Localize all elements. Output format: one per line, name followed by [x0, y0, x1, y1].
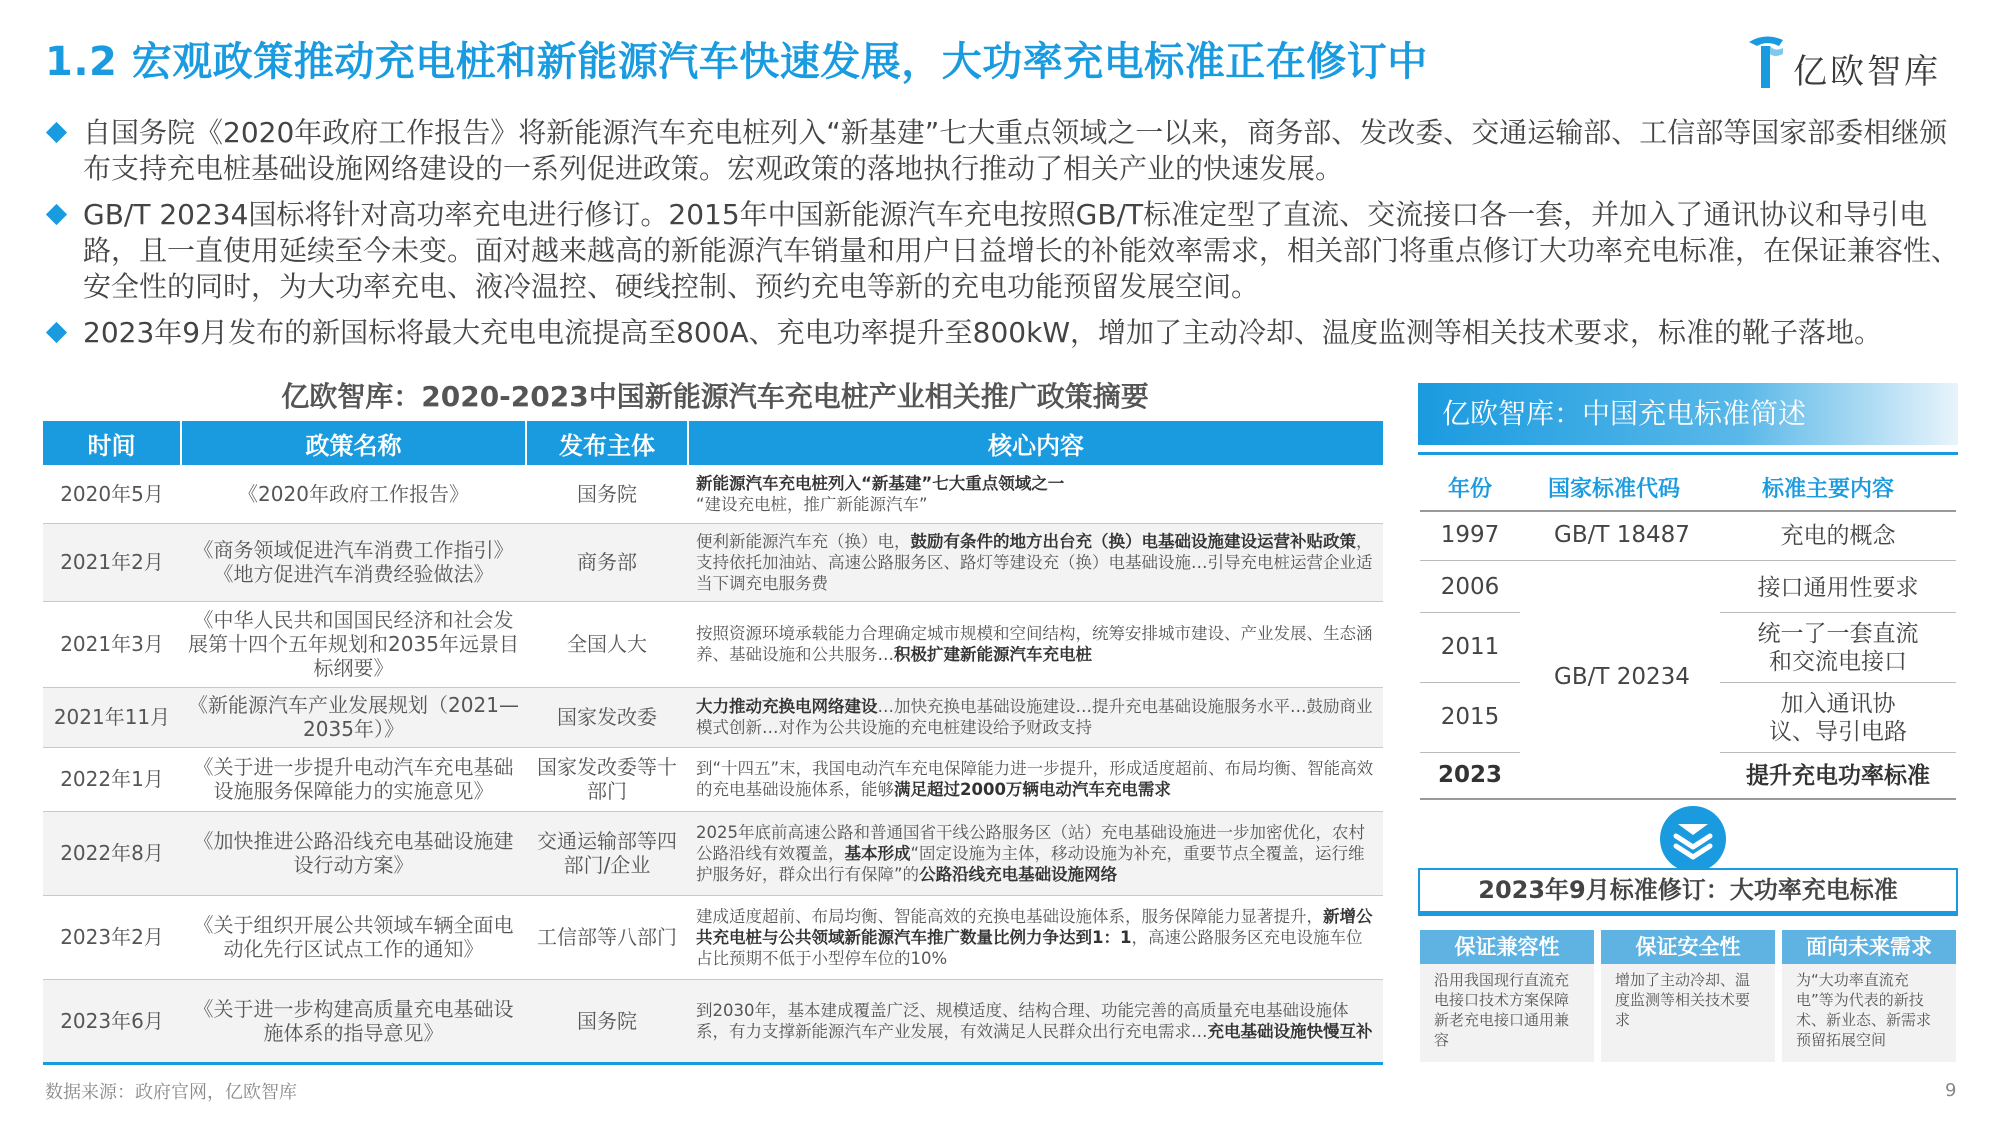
brand-logo [1745, 32, 1965, 94]
std-year: 2011 [1440, 634, 1500, 660]
content-bold: 充电基础设施快慢互补 [1207, 1021, 1373, 1041]
policy-table-title: 亿欧智库：2020-2023中国新能源汽车充电桩产业相关推广政策摘要 [281, 380, 1149, 413]
cell-policy-name: 《加快推进公路沿线充电基础设施建设行动方案》 [181, 811, 526, 895]
cell-policy-name: 《关于进一步提升电动汽车充电基础设施服务保障能力的实施意见》 [181, 747, 526, 811]
cell-content [688, 811, 1383, 895]
header-issuer: 发布主体 [526, 421, 688, 465]
cell-content [688, 747, 1383, 811]
diamond-bullet-icon [46, 204, 67, 225]
bullet-text: 自国务院《2020年政府工作报告》将新能源汽车充电桩列入“新基建”七大重点领域之一以来，商务部、发改委、交通运输部、工信部等国家部委相继颁布支持充电桩基础设施网络建设的一系列促进政策。宏观政策的落地执行推动了相关产业的快速发展。 [83, 116, 1948, 185]
std-content: 统一了一套直流和交流电接口 [1757, 621, 1919, 675]
std-year: 2023 [1437, 762, 1502, 788]
standards-row [1420, 684, 1520, 753]
cell-policy-name: 《中华人民共和国国民经济和社会发展第十四个五年规划和2035年远景目标纲要》 [181, 601, 526, 687]
data-source: 数据来源：政府官网，亿欧智库 [45, 1082, 297, 1103]
table-header-row [43, 421, 1383, 465]
card-text: 增加了主动冷却、温度监测等相关技术要求 [1615, 971, 1751, 1029]
cell-issuer: 商务部 [526, 523, 688, 601]
cell-policy-name: 《商务领域促进汽车消费工作指引》《地方促进汽车消费经验做法》 [181, 523, 526, 601]
cell-issuer: 全国人大 [526, 601, 688, 687]
content-text: 建成适度超前、布局均衡、智能高效的充换电基础设施体系，服务保障能力显著提升， [696, 906, 1323, 926]
cell-content [688, 895, 1383, 979]
cell-issuer: 交通运输部等四部门/企业 [526, 811, 688, 895]
content-bold: 基本形成 [844, 843, 911, 863]
cell-issuer: 国务院 [526, 465, 688, 523]
card-title: 保证安全性 [1601, 930, 1775, 964]
cell-time: 2021年2月 [43, 523, 181, 601]
std-year: 1997 [1440, 522, 1500, 548]
cell-time: 2020年5月 [43, 465, 181, 523]
header-standard-code: 国家标准代码 [1548, 477, 1681, 502]
table-row [43, 465, 1383, 523]
table-row [43, 811, 1383, 895]
cell-policy-name: 《2020年政府工作报告》 [181, 465, 526, 523]
std-year: 2015 [1440, 704, 1500, 730]
diamond-bullet-icon [46, 122, 67, 143]
content-text: 到2030年，基本建成覆盖广泛、规模适度、结构合理、功能完善的高质量充电基础设施体系，有力支撑新能源汽车产业发展，有效满足人民群众出行充电需求… [696, 1000, 1349, 1041]
page-title: 1.2 宏观政策推动充电桩和新能源汽车快速发展，大功率充电标准正在修订中 [45, 39, 1428, 85]
page-number: 9 [1945, 1080, 1957, 1101]
revision-title: 2023年9月标准修订：大功率充电标准 [1418, 868, 1958, 916]
table-row [43, 979, 1383, 1063]
content-text: ，支持依托加油站、高速公路服务区、路灯等建设充（换）电基础设施…引导充电桩运营企业适当下调充电服务费 [696, 531, 1373, 593]
standards-row-content [1720, 614, 1956, 683]
content-text: 便利新能源汽车充（换）电， [696, 531, 911, 551]
cell-issuer: 国务院 [526, 979, 688, 1063]
logo-text: 亿欧智库 [1793, 52, 1941, 92]
content-text: 到“十四五”末，我国电动汽车充电保障能力进一步提升，形成适度超前、布局均衡、智能高效的充电基础设施体系，能够 [696, 759, 1374, 799]
cell-content [688, 601, 1383, 687]
bullet-list [45, 115, 1965, 361]
header-policy-name: 政策名称 [181, 421, 526, 465]
standards-row [1420, 562, 1520, 613]
feature-card [1420, 930, 1594, 1062]
layers-icon [1660, 806, 1726, 872]
feature-card [1782, 930, 1956, 1062]
card-text: 为“大功率直流充电”等为代表的新技术、新业态、新需求预留拓展空间 [1796, 971, 1932, 1049]
cell-time: 2023年6月 [43, 979, 181, 1063]
bullet-item [45, 115, 1965, 187]
std-content: 接口通用性要求 [1757, 575, 1919, 601]
content-bold: 公路沿线充电基础设施网络 [919, 864, 1118, 884]
header-standard-content: 标准主要内容 [1762, 477, 1895, 502]
cell-content [688, 687, 1383, 747]
cell-issuer: 国家发改委 [526, 687, 688, 747]
divider [1418, 452, 1958, 455]
cell-time: 2022年1月 [43, 747, 181, 811]
content-bold: 大力推动充换电网络建设 [696, 697, 878, 716]
std-year: 2006 [1440, 574, 1500, 600]
content-text: …加快充换电基础设施建设…提升充电基础设施服务水平…鼓励商业模式创新…对作为公共设施的充电桩建设给予财政支持 [696, 697, 1373, 737]
content-bold: 新增公共充电桩与公共领域新能源汽车推广数量比例力争达到1：1 [696, 906, 1373, 947]
content-bold: 积极扩建新能源汽车充电桩 [894, 645, 1092, 664]
content-text: 按照资源环境承载能力合理确定城市规模和空间结构，统筹安排城市建设、产业发展、生态涵养、基础设施和公共服务… [696, 624, 1373, 664]
standards-row [1420, 512, 1956, 561]
cell-time: 2023年2月 [43, 895, 181, 979]
table-row [43, 601, 1383, 687]
table-row [43, 687, 1383, 747]
cell-content [688, 465, 1383, 523]
std-code: GB/T 18487 [1554, 522, 1690, 548]
standards-panel-title: 亿欧智库：中国充电标准简述 [1418, 383, 1958, 445]
content-text: ，高速公路服务区充电设施车位占比预期不低于小型停车位的10% [696, 927, 1363, 968]
cell-policy-name: 《关于进一步构建高质量充电基础设施体系的指导意见》 [181, 979, 526, 1063]
std-content: 充电的概念 [1780, 523, 1896, 549]
feature-card [1601, 930, 1775, 1062]
standards-row [1420, 614, 1520, 683]
cell-time: 2021年11月 [43, 687, 181, 747]
cell-content [688, 523, 1383, 601]
content-text: “建设充电桩，推广新能源汽车” [696, 494, 928, 514]
content-bold: 满足超过2000万辆电动汽车充电需求 [894, 780, 1171, 799]
card-text: 沿用我国现行直流充电接口技术方案保障新老充电接口通用兼容 [1434, 971, 1570, 1049]
table-row [43, 747, 1383, 811]
cell-time: 2022年8月 [43, 811, 181, 895]
cell-content [688, 979, 1383, 1063]
content-text: 2025年底前高速公路和普通国省干线公路服务区（站）充电基础设施进一步加密优化，农村公路沿线有效覆盖， [696, 822, 1365, 863]
standards-row-content [1720, 562, 1956, 613]
standards-row [1420, 754, 1956, 800]
header-core-content: 核心内容 [688, 421, 1383, 465]
standards-row-content [1720, 684, 1956, 753]
standards-header-row [1420, 462, 1956, 512]
cell-policy-name: 《新能源汽车产业发展规划（2021—2035年）》 [181, 687, 526, 747]
content-bold: 新能源汽车充电桩列入“新基建”七大重点领域之一 [696, 473, 1065, 493]
policy-table [43, 421, 1383, 1065]
table-row [43, 523, 1383, 601]
bullet-item [45, 315, 1965, 351]
bullet-text: 2023年9月发布的新国标将最大充电电流提高至800A、充电功率提升至800kW，增加了主动冷却、温度监测等相关技术要求，标准的靴子落地。 [83, 316, 1883, 349]
header-year: 年份 [1448, 477, 1493, 502]
table-row [43, 895, 1383, 979]
card-title: 面向未来需求 [1782, 930, 1956, 964]
cell-policy-name: 《关于组织开展公共领域车辆全面电动化先行区试点工作的通知》 [181, 895, 526, 979]
content-bold: 鼓励有条件的地方出台充（换）电基础设施建设运营补贴政策 [910, 531, 1356, 551]
header-time: 时间 [43, 421, 181, 465]
logo-mark-icon [1745, 32, 1787, 92]
bullet-item [45, 197, 1965, 305]
std-code-merged: GB/T 20234 [1554, 664, 1690, 690]
card-title: 保证兼容性 [1420, 930, 1594, 964]
bullet-text: GB/T 20234国标将针对高功率充电进行修订。2015年中国新能源汽车充电按照GB/T标准定型了直流、交流接口各一套，并加入了通讯协议和导引电路，且一直使用延续至今未变。面对越来越高的新能源汽车销量和用户日益增长的补能效率需求，相关部门将重点修订大功率充电标准，在保证兼容性、安全性的同时，为大功率充电、液冷温控、硬线控制、预约充电等新的充电功能预留发展空间。 [83, 198, 1960, 303]
diamond-bullet-icon [46, 322, 67, 343]
cell-issuer: 国家发改委等十部门 [526, 747, 688, 811]
std-content: 加入通讯协议、导引电路 [1769, 691, 1907, 745]
content-text: “固定设施为主体，移动设施为补充，重要节点全覆盖，运行维护服务好，群众出行有保障”的 [696, 843, 1365, 884]
cell-issuer: 工信部等八部门 [526, 895, 688, 979]
std-content: 提升充电功率标准 [1746, 763, 1930, 789]
cell-time: 2021年3月 [43, 601, 181, 687]
